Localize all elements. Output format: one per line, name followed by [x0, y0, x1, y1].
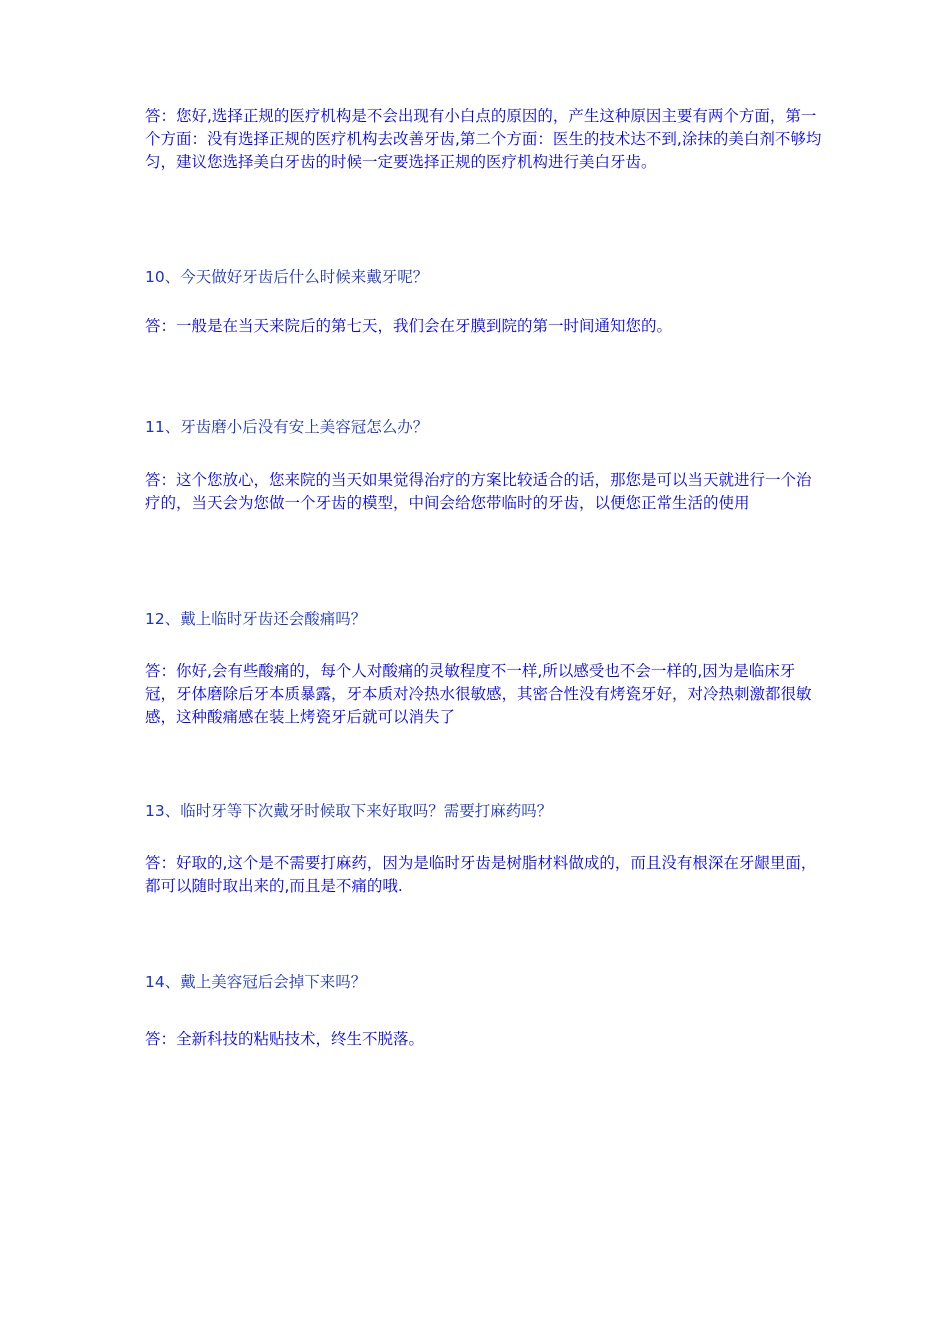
question-10: 10、今天做好牙齿后什么时候来戴牙呢？	[145, 268, 429, 286]
answer-11: 答：这个您放心，您来院的当天如果觉得治疗的方案比较适合的话，那您是可以当天就进行一个治疗的，当天会为您做一个牙齿的模型，中间会给您带临时的牙齿，以便您正常生活的使用	[145, 471, 812, 512]
question-13: 13、临时牙等下次戴牙时候取下来好取吗？需要打麻药吗？	[145, 802, 553, 820]
answer-12: 答：你好,会有些酸痛的，每个人对酸痛的灵敏程度不一样,所以感受也不会一样的,因为是临床牙冠，牙体磨除后牙本质暴露，牙本质对冷热水很敏感，其密合性没有烤瓷牙好，对冷热刺激都很敏感，这种酸痛感在装上烤瓷牙后就可以消失了	[145, 662, 812, 726]
answer-10: 答：一般是在当天来院后的第七天，我们会在牙膜到院的第一时间通知您的。	[145, 317, 673, 335]
answer-14: 答：全新科技的粘贴技术，终生不脱落。	[145, 1030, 425, 1048]
answer-9: 答：您好,选择正规的医疗机构是不会出现有小白点的原因的，产生这种原因主要有两个方面，第一个方面：没有选择正规的医疗机构去改善牙齿,第二个方面：医生的技术达不到,涂抹的美白剂不够均匀，建议您选择美白牙齿的时候一定要选择正规的医疗机构进行美白牙齿。	[145, 107, 822, 171]
question-14: 14、戴上美容冠后会掉下来吗？	[145, 973, 367, 991]
question-11: 11、牙齿磨小后没有安上美容冠怎么办？	[145, 418, 429, 436]
question-12: 12、戴上临时牙齿还会酸痛吗？	[145, 610, 367, 628]
answer-13: 答：好取的,这个是不需要打麻药，因为是临时牙齿是树脂材料做成的，而且没有根深在牙龈里面，都可以随时取出来的,而且是不痛的哦.	[145, 854, 817, 895]
